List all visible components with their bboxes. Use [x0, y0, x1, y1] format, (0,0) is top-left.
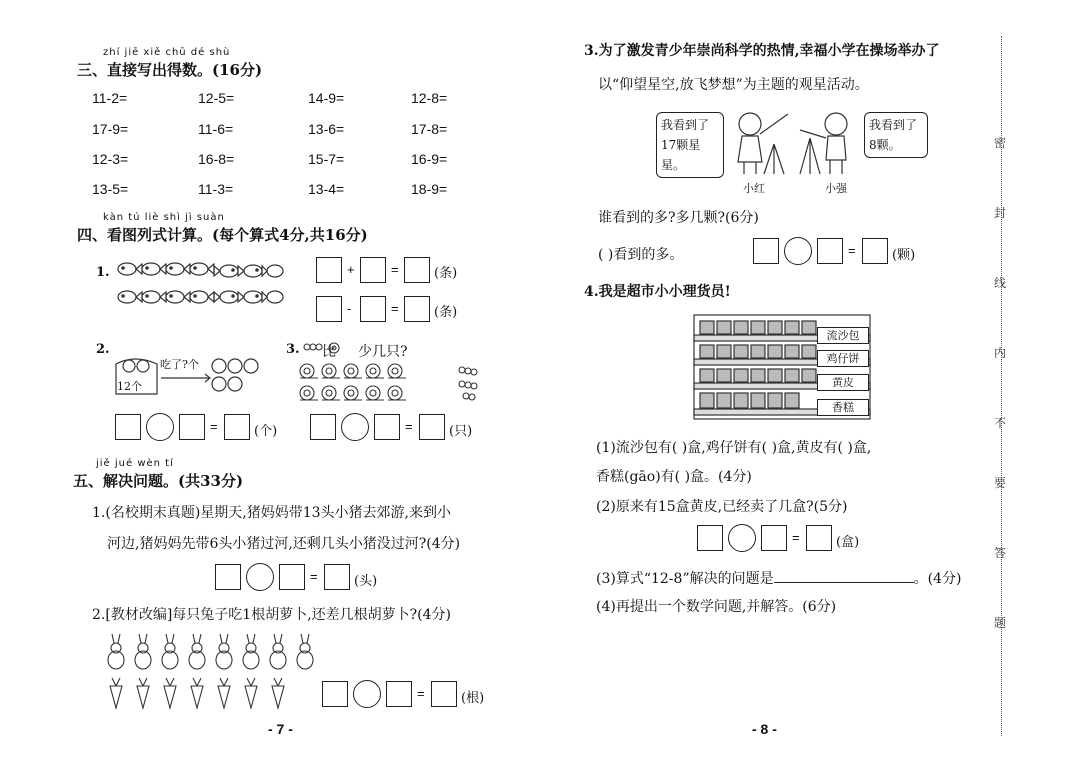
answer-box[interactable]: [316, 257, 342, 283]
answer-box[interactable]: [817, 238, 843, 264]
answer-box[interactable]: [322, 681, 348, 707]
shelf-label: 流沙包: [817, 327, 869, 344]
problem-1-line1: 1.(名校期末真题)星期天,猪妈妈带13头小猪去郊游,来到小: [92, 505, 451, 521]
ate-label: 吃了?个: [160, 358, 199, 371]
calc-item: 13-4=: [308, 181, 345, 197]
answer-box[interactable]: [316, 296, 342, 322]
compare-question: 少几只?: [358, 344, 408, 360]
equals-sign: =: [391, 301, 399, 316]
calc-item: 12-5=: [198, 90, 235, 106]
equals-sign: =: [405, 419, 413, 434]
calc-item: 11-3=: [198, 181, 234, 197]
answer-box[interactable]: [862, 238, 888, 264]
seal-char: 线: [994, 276, 1007, 290]
snails-picture: [298, 362, 498, 408]
equals-sign: =: [210, 419, 218, 434]
q3-prefix: (3)算式“12-8”解决的问题是: [596, 571, 774, 587]
seal-char: 答: [994, 546, 1007, 560]
unit-label: (条): [434, 266, 458, 281]
answer-box[interactable]: [115, 414, 141, 440]
q3-suffix: 。(4分): [913, 571, 962, 587]
calc-item: 12-8=: [411, 90, 448, 106]
calc-item: 14-9=: [308, 90, 345, 106]
equals-sign: =: [792, 530, 800, 545]
section3-pinyin: zhí jiē xiě chū dé shù: [103, 47, 231, 58]
section5-title: 五、解决问题。(共33分): [73, 472, 244, 490]
calc-item: 16-8=: [198, 151, 235, 167]
speech-bubble-right: 我看到了8颗。: [864, 112, 928, 158]
shelf-label: 黄皮: [817, 374, 869, 391]
compare-text: 比: [322, 344, 336, 360]
operator-circle[interactable]: [146, 413, 174, 441]
answer-box[interactable]: [179, 414, 205, 440]
question-2-number: 2.: [96, 342, 110, 357]
problem-3-line2: 以“仰望星空,放飞梦想”为主题的观星活动。: [598, 77, 869, 93]
answer-box[interactable]: [697, 525, 723, 551]
unit-label: (颗): [892, 248, 916, 263]
section3-title: 三、直接写出得数。(16分): [77, 61, 263, 79]
shelf-label: 鸡仔饼: [817, 350, 869, 367]
calc-item: 17-8=: [411, 121, 448, 137]
seal-char: 要: [994, 476, 1007, 490]
name-xiaohong: 小红: [743, 182, 765, 195]
problem-4-q2: (2)原来有15盒黄皮,已经卖了几盒?(5分): [596, 499, 848, 515]
answer-box[interactable]: [404, 296, 430, 322]
answer-box[interactable]: [419, 414, 445, 440]
answer-box[interactable]: [761, 525, 787, 551]
rabbits-carrots-picture: [106, 634, 316, 710]
seal-char: 题: [994, 616, 1007, 630]
question-3-number: 3.: [286, 342, 300, 357]
bag-count-label: 12个: [117, 380, 142, 393]
answer-box[interactable]: [404, 257, 430, 283]
problem-1-line2: 河边,猪妈妈先带6头小猪过河,还剩几头小猪没过河?(4分): [107, 536, 461, 552]
question-1-number: 1.: [96, 265, 110, 280]
calc-item: 15-7=: [308, 151, 345, 167]
answer-box[interactable]: [310, 414, 336, 440]
answer-box[interactable]: [806, 525, 832, 551]
problem-4-q1-line1: (1)流沙包有( )盒,鸡仔饼有( )盒,黄皮有( )盒,: [596, 440, 872, 456]
seal-char: 内: [994, 346, 1007, 360]
problem-4-q3: [596, 568, 961, 588]
plus-sign: +: [347, 262, 355, 277]
problem-4-q1-line2: 香糕(gāo)有( )盒。(4分): [596, 469, 752, 485]
answer-box[interactable]: [374, 414, 400, 440]
problem-3-line1: 3.为了激发青少年崇尚科学的热情,幸福小学在操场举办了: [584, 43, 940, 59]
calc-item: 16-9=: [411, 151, 448, 167]
page-number-right: - 8 -: [752, 721, 777, 737]
equals-sign: =: [391, 262, 399, 277]
name-xiaoqiang: 小强: [825, 182, 847, 195]
answer-box[interactable]: [215, 564, 241, 590]
unit-label: (条): [434, 305, 458, 320]
answer-box[interactable]: [753, 238, 779, 264]
problem-2-text: 2.[教材改编]每只兔子吃1根胡萝卜,还差几根胡萝卜?(4分): [92, 607, 451, 623]
seal-char: 密: [994, 136, 1007, 150]
problem-4-q4: (4)再提出一个数学问题,并解答。(6分): [596, 599, 837, 615]
speech-bubble-left: 我看到了17颗星星。: [656, 112, 724, 178]
equals-sign: =: [417, 686, 425, 701]
section4-pinyin: kàn tú liè shì jì suàn: [103, 212, 225, 223]
answer-box[interactable]: [224, 414, 250, 440]
operator-circle[interactable]: [246, 563, 274, 591]
seal-char: 不: [994, 416, 1007, 430]
seal-char: 封: [994, 206, 1007, 220]
minus-sign: -: [347, 301, 352, 316]
operator-circle[interactable]: [784, 237, 812, 265]
operator-circle[interactable]: [353, 680, 381, 708]
fish-picture: [115, 258, 285, 316]
answer-box[interactable]: [360, 257, 386, 283]
answer-box[interactable]: [431, 681, 457, 707]
answer-box[interactable]: [360, 296, 386, 322]
calc-item: 18-9=: [411, 181, 448, 197]
page-number-left: - 7 -: [268, 721, 293, 737]
problem-3-answer-prefix: ( )看到的多。: [598, 247, 684, 263]
shelf-label: 香糕: [817, 399, 869, 416]
answer-box[interactable]: [386, 681, 412, 707]
section5-pinyin: jiě jué wèn tí: [96, 458, 174, 469]
unit-label: (头): [354, 574, 378, 589]
problem-3-question: 谁看到的多?多几颗?(6分): [598, 210, 759, 226]
calc-item: 13-6=: [308, 121, 345, 137]
unit-label: (盒): [836, 535, 860, 550]
calc-item: 11-6=: [198, 121, 234, 137]
operator-circle[interactable]: [341, 413, 369, 441]
calc-item: 13-5=: [92, 181, 129, 197]
answer-box[interactable]: [279, 564, 305, 590]
calc-item: 11-2=: [92, 90, 128, 106]
equals-sign: =: [848, 243, 856, 258]
problem-4-title: 4.我是超市小小理货员!: [584, 284, 731, 300]
unit-label: (根): [461, 691, 485, 706]
section4-title: 四、看图列式计算。(每个算式4分,共16分): [77, 226, 368, 244]
unit-label: (个): [254, 424, 278, 439]
calc-item: 12-3=: [92, 151, 129, 167]
equals-sign: =: [310, 569, 318, 584]
calc-item: 17-9=: [92, 121, 129, 137]
answer-box[interactable]: [324, 564, 350, 590]
unit-label: (只): [449, 424, 473, 439]
answer-blank[interactable]: [774, 570, 914, 583]
operator-circle[interactable]: [728, 524, 756, 552]
